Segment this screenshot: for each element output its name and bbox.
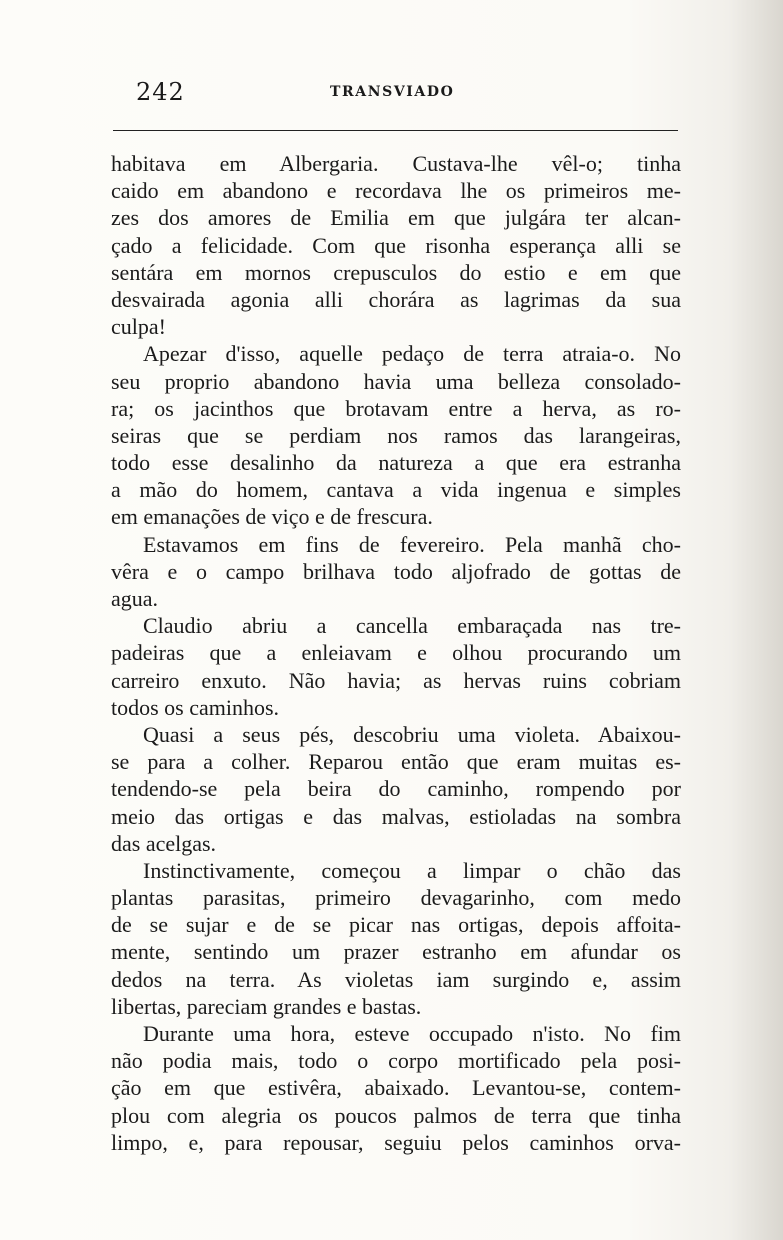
- text-line: Instinctivamente, começou a limpar o chão das: [143, 857, 681, 883]
- text-line: seu proprio abandono havia uma belleza consolado-: [111, 368, 681, 394]
- text-line: zes dos amores de Emilia em que julgára ter alcan-: [111, 205, 681, 231]
- text-line: mente, sentindo um prazer estranho em afundar os: [111, 939, 681, 965]
- text-line: Durante uma hora, esteve occupado n'isto. No fim: [143, 1021, 681, 1046]
- text-line: vêra e o campo brilhava todo aljofrado de gottas de: [111, 558, 681, 584]
- text-line: agua.: [111, 586, 159, 611]
- text-line: libertas, pareciam grandes e bastas.: [111, 993, 422, 1019]
- text-line: Apezar d'isso, aquelle pedaço de terra atraia-o. No: [143, 341, 681, 367]
- header-rule: [113, 130, 678, 131]
- page-header: [112, 78, 678, 108]
- page-number: 242: [136, 78, 185, 106]
- text-line: das acelgas.: [111, 830, 217, 856]
- text-line: ra; os jacinthos que brotavam entre a herva, as ro-: [111, 395, 681, 421]
- text-line: plou com alegria os poucos palmos de terra que tinha: [111, 1102, 681, 1128]
- text-line: se para a colher. Reparou então que eram muitas es-: [111, 749, 681, 775]
- text-line: todo esse desalinho da natureza a que era estranha: [111, 450, 681, 476]
- text-line: Estavamos em fins de fevereiro. Pela manhã cho-: [143, 531, 681, 557]
- text-line: tendendo-se pela beira do caminho, rompendo por: [111, 776, 681, 802]
- text-line: Claudio abriu a cancella embaraçada nas tre-: [143, 613, 681, 639]
- text-line: seiras que se perdiam nos ramos das larangeiras,: [111, 422, 681, 448]
- text-line: çado a felicidade. Com que risonha esperança alli se: [111, 232, 681, 258]
- body-text: [111, 150, 681, 1156]
- text-line: culpa!: [111, 314, 166, 340]
- text-line: desvairada agonia alli chorára as lagrimas da sua: [111, 286, 681, 312]
- text-line: de se sujar e de se picar nas ortigas, depois affoita-: [111, 912, 681, 938]
- text-line: sentára em mornos crepusculos do estio e em que: [111, 259, 681, 285]
- text-line: carreiro enxuto. Não havia; as hervas ruins cobriam: [111, 667, 681, 693]
- text-line: meio das ortigas e das malvas, estioladas na sombra: [111, 803, 681, 829]
- text-line: plantas parasitas, primeiro devagarinho, com medo: [111, 885, 681, 911]
- text-line: caido em abandono e recordava lhe os primeiros me-: [111, 178, 681, 204]
- text-line: todos os caminhos.: [111, 694, 280, 720]
- text-line: Quasi a seus pés, descobriu uma violeta. Abaixou-: [143, 721, 681, 747]
- text-line: dedos na terra. As violetas iam surgindo e, assim: [111, 966, 681, 992]
- running-title: TRANSVIADO: [330, 84, 455, 100]
- text-line: padeiras que a enleiavam e olhou procurando um: [111, 640, 681, 666]
- text-line: habitava em Albergaria. Custava-lhe vêl-o; tinha: [111, 151, 681, 176]
- text-line: em emanações de viço e de frescura.: [111, 504, 433, 530]
- text-line: limpo, e, para repousar, seguiu pelos caminhos orva-: [111, 1129, 681, 1155]
- text-line: a mão do homem, cantava a vida ingenua e simples: [111, 477, 681, 503]
- text-line: não podia mais, todo o corpo mortificado pela posi-: [111, 1048, 681, 1074]
- text-line: ção em que estivêra, abaixado. Levantou-se, contem-: [111, 1075, 681, 1101]
